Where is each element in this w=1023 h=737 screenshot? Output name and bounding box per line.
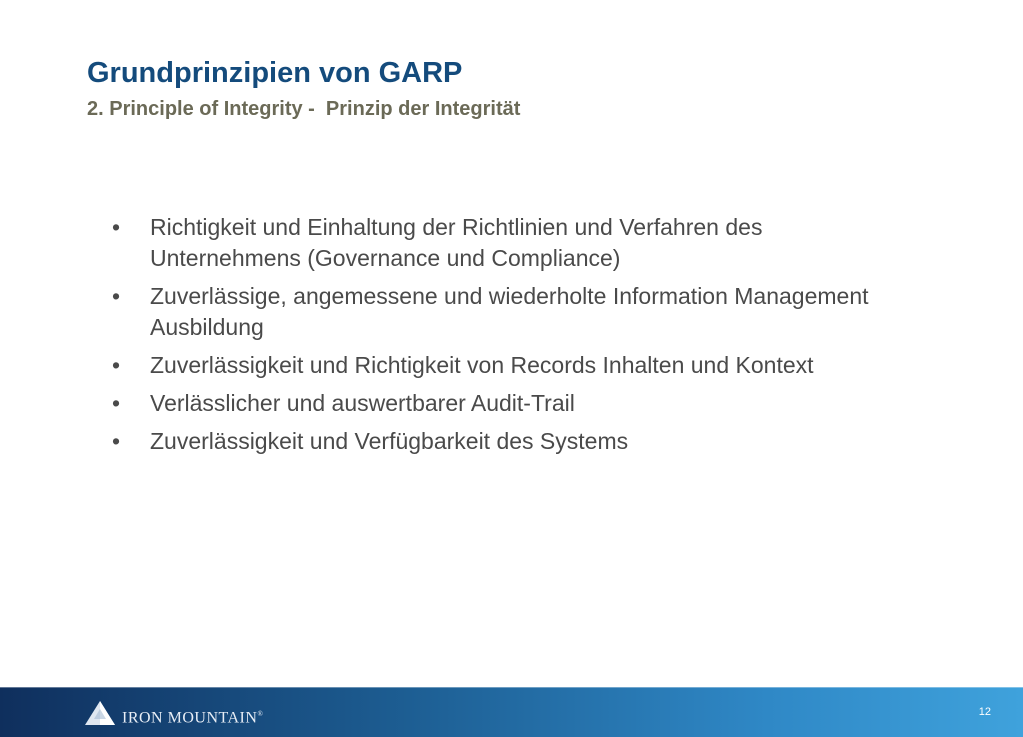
list-item (112, 281, 912, 343)
list-item (112, 388, 912, 419)
bullet-icon: • (112, 214, 121, 240)
page-number: 12 (978, 706, 991, 718)
logo-text: IRON MOUNTAIN® (122, 709, 264, 727)
list-item (112, 212, 912, 274)
bullet-icon: • (112, 428, 121, 454)
bullet-text: Verlässlicher und auswertbarer Audit-Trail (150, 390, 575, 416)
bullet-text: Richtigkeit und Einhaltung der Richtlinien und Verfahren des Unternehmens (Governance und Compliance) (150, 214, 763, 271)
bullet-icon: • (112, 390, 121, 416)
bullet-icon: • (112, 283, 121, 309)
bullet-text: Zuverlässige, angemessene und wiederholte Information Management Ausbildung (150, 283, 869, 340)
company-logo (84, 699, 263, 727)
slide-title: Grundprinzipien von GARP (87, 57, 463, 89)
list-item (112, 426, 912, 457)
list-item (112, 350, 912, 381)
bullet-text: Zuverlässigkeit und Verfügbarkeit des Systems (150, 428, 629, 454)
bullet-list (112, 212, 912, 464)
bullet-text: Zuverlässigkeit und Richtigkeit von Records Inhalten und Kontext (150, 352, 814, 378)
bullet-icon: • (112, 352, 121, 378)
footer-divider (0, 687, 1023, 688)
footer-bar (0, 687, 1023, 737)
slide-subtitle: 2. Principle of Integrity - Prinzip der Integrität (87, 98, 521, 120)
mountain-triangle-icon (84, 700, 116, 726)
